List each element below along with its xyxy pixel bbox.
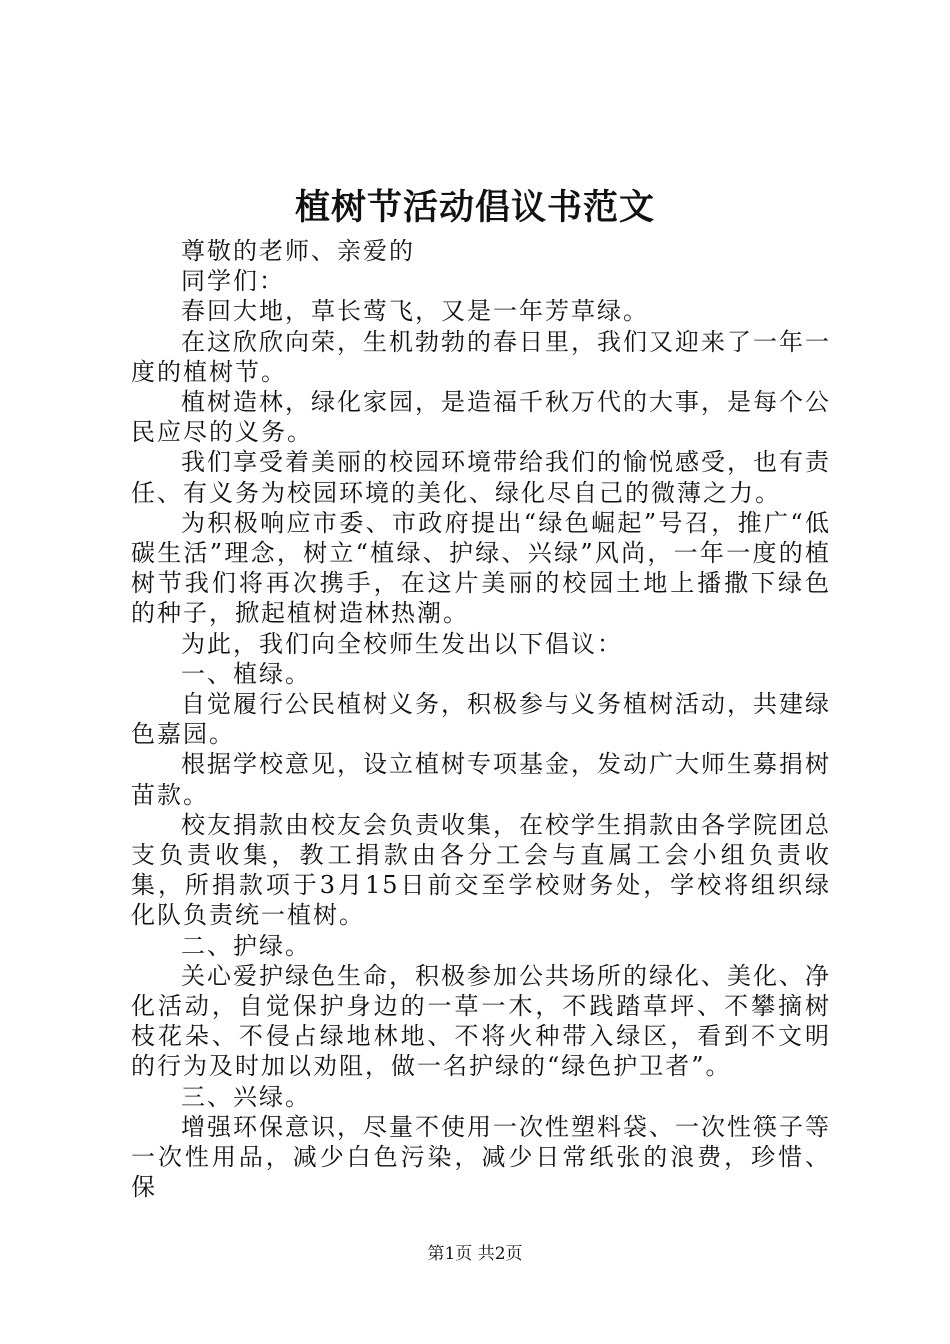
page-number-footer: 第1页 共2页	[427, 1244, 523, 1264]
paragraph: 校友捐款由校友会负责收集，在校学生捐款由各学院团总支负责收集，教工捐款由各分工会与直属工会小组负责收集，所捐款项于3月15日前交至学校财务处，学校将组织绿化队负责统一植树。	[131, 810, 831, 930]
paragraph: 我们享受着美丽的校园环境带给我们的愉悦感受，也有责任、有义务为校园环境的美化、绿化尽自己的微薄之力。	[131, 448, 831, 507]
document-body	[131, 236, 831, 1203]
paragraph: 在这欣欣向荣，生机勃勃的春日里，我们又迎来了一年一度的植树节。	[131, 327, 831, 386]
paragraph: 自觉履行公民植树义务，积极参与义务植树活动，共建绿色嘉园。	[131, 690, 831, 749]
paragraph: 春回大地，草长莺飞，又是一年芳草绿。	[181, 297, 649, 326]
salutation-line-2: 同学们：	[181, 267, 285, 296]
paragraph: 增强环保意识，尽量不使用一次性塑料袋、一次性筷子等一次性用品，减少白色污染，减少日常纸张的浪费，珍惜、保	[131, 1112, 831, 1202]
document-title: 植树节活动倡议书范文	[294, 187, 655, 228]
paragraph: 为此，我们向全校师生发出以下倡议：	[181, 629, 623, 658]
section-heading: 二、护绿。	[181, 931, 311, 960]
paragraph: 根据学校意见，设立植树专项基金，发动广大师生募捐树苗款。	[131, 750, 831, 809]
paragraph: 植树造林，绿化家园，是造福千秋万代的大事，是每个公民应尽的义务。	[131, 388, 831, 447]
paragraph: 关心爱护绿色生命，积极参加公共场所的绿化、美化、净化活动，自觉保护身边的一草一木，不践踏草坪、不攀摘树枝花朵、不侵占绿地林地、不将火种带入绿区，看到不文明的行为及时加以劝阻，做一名护绿的“绿色护卫者”。	[131, 961, 831, 1081]
section-heading: 三、兴绿。	[181, 1082, 311, 1111]
salutation-line-1: 尊敬的老师、亲爱的	[181, 237, 415, 265]
section-heading: 一、植绿。	[181, 659, 311, 688]
paragraph: 为积极响应市委、市政府提出“绿色崛起”号召，推广“低碳生活”理念，树立“植绿、护绿、兴绿”风尚，一年一度的植树节我们将再次携手，在这片美丽的校园土地上播撒下绿色的种子，掀起植树造林热潮。	[131, 508, 831, 628]
